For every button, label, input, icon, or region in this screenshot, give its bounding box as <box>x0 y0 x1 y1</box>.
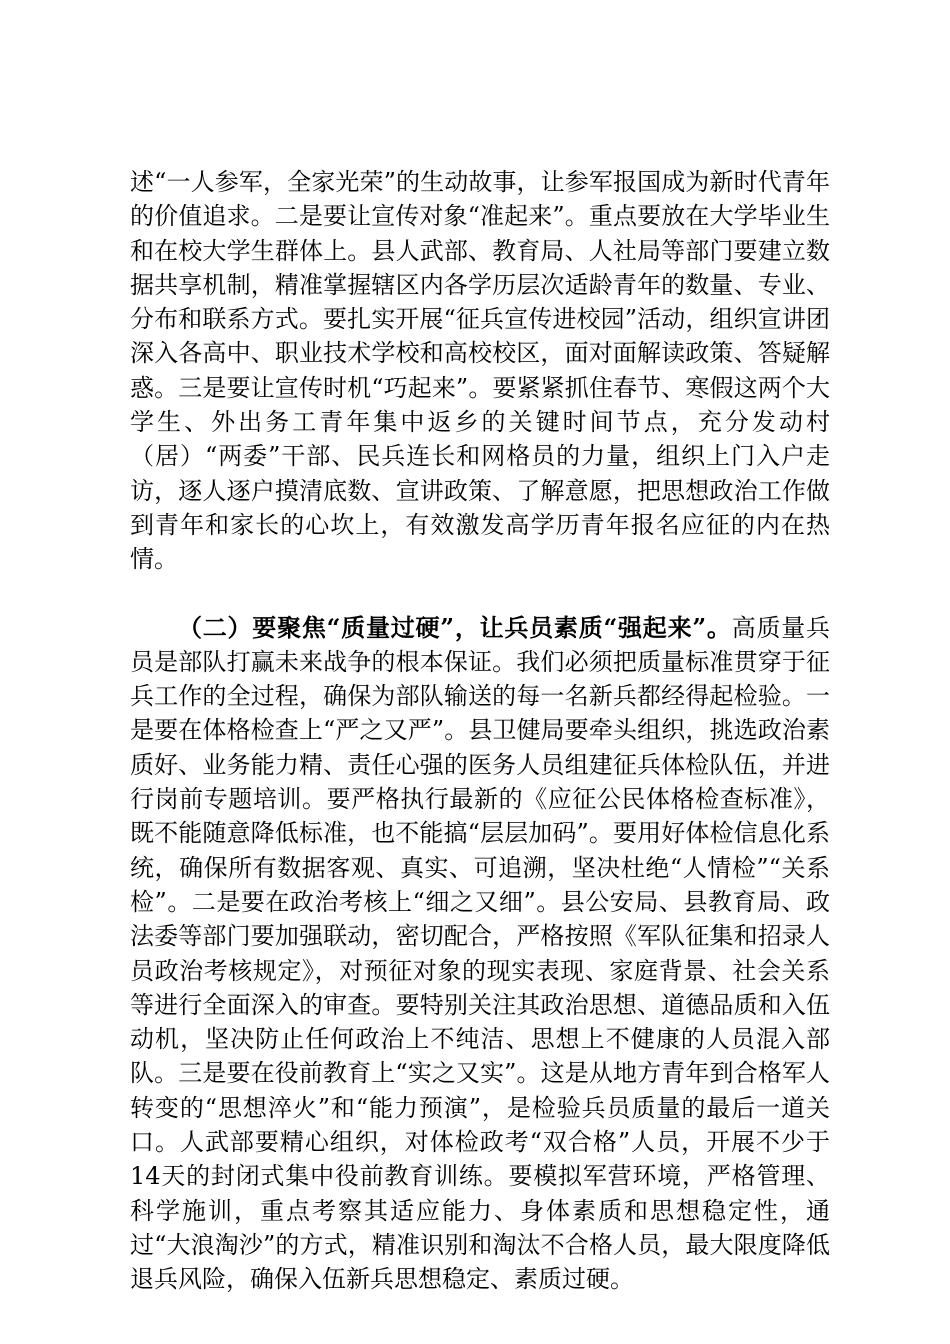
document-page <box>130 165 830 1297</box>
section-body: 高质量兵员是部队打赢未来战争的根本保证。我们必须把质量标准贯穿于征兵工作的全过程，确保为部队输送的每一名新兵都经得起检验。一是要在体格检查上“严之又严”。县卫健局要牵头组织，挑选政治素质好、业务能力精、责任心强的医务人员组建征兵体检队伍，并进行岗前专题培训。要严格执行最新的《应征公民体格检查标准》，既不能随意降低标准，也不能搞“层层加码”。要用好体检信息化系统，确保所有数据客观、真实、可追溯，坚决杜绝“人情检”“关系检”。二是要在政治考核上“细之又细”。县公安局、县教育局、政法委等部门要加强联动，密切配合，严格按照《军队征集和招录人员政治考核规定》，对预征对象的现实表现、家庭背景、社会关系等进行全面深入的审查。要特别关注其政治思想、道德品质和入伍动机，坚决防止任何政治上不纯洁、思想上不健康的人员混入部队。三是要在役前教育上“实之又实”。这是从地方青年到合格军人转变的“思想淬火”和“能力预演”，是检验兵员质量的最后一道关口。人武部要精心组织，对体检政考“双合格”人员，开展不少于14天的封闭式集中役前教育训练。要模拟军营环境，严格管理、科学施训，重点考察其适应能力、身体素质和思想稳定性，通过“大浪淘沙”的方式，精准识别和淘汰不合格人员，最大限度降低退兵风险，确保入伍新兵思想稳定、素质过硬。 <box>130 613 831 1294</box>
paragraph-continuation: 述“一人参军，全家光荣”的生动故事，让参军报国成为新时代青年的价值追求。二是要让宣传对象“准起来”。重点要放在大学毕业生和在校大学生群体上。县人武部、教育局、人社局等部门要建立数据共享机制，精准掌握辖区内各学历层次适龄青年的数量、专业、分布和联系方式。要扎实开展“征兵宣传进校园”活动，组织宣讲团深入各高中、职业技术学校和高校校区，面对面解读政策、答疑解惑。三是要让宣传时机“巧起来”。要紧紧抓住春节、寒假这两个大学生、外出务工青年集中返乡的关键时间节点，充分发动村（居）“两委”干部、民兵连长和网格员的力量，组织上门入户走访，逐人逐户摸清底数、宣讲政策、了解意愿，把思想政治工作做到青年和家长的心坎上，有效激发高学历青年报名应征的内在热情。 <box>130 168 830 574</box>
section-heading: （二）要聚焦“质量过硬”，让兵员素质“强起来”。 <box>178 612 732 642</box>
paragraph-quality-section <box>130 611 830 1297</box>
